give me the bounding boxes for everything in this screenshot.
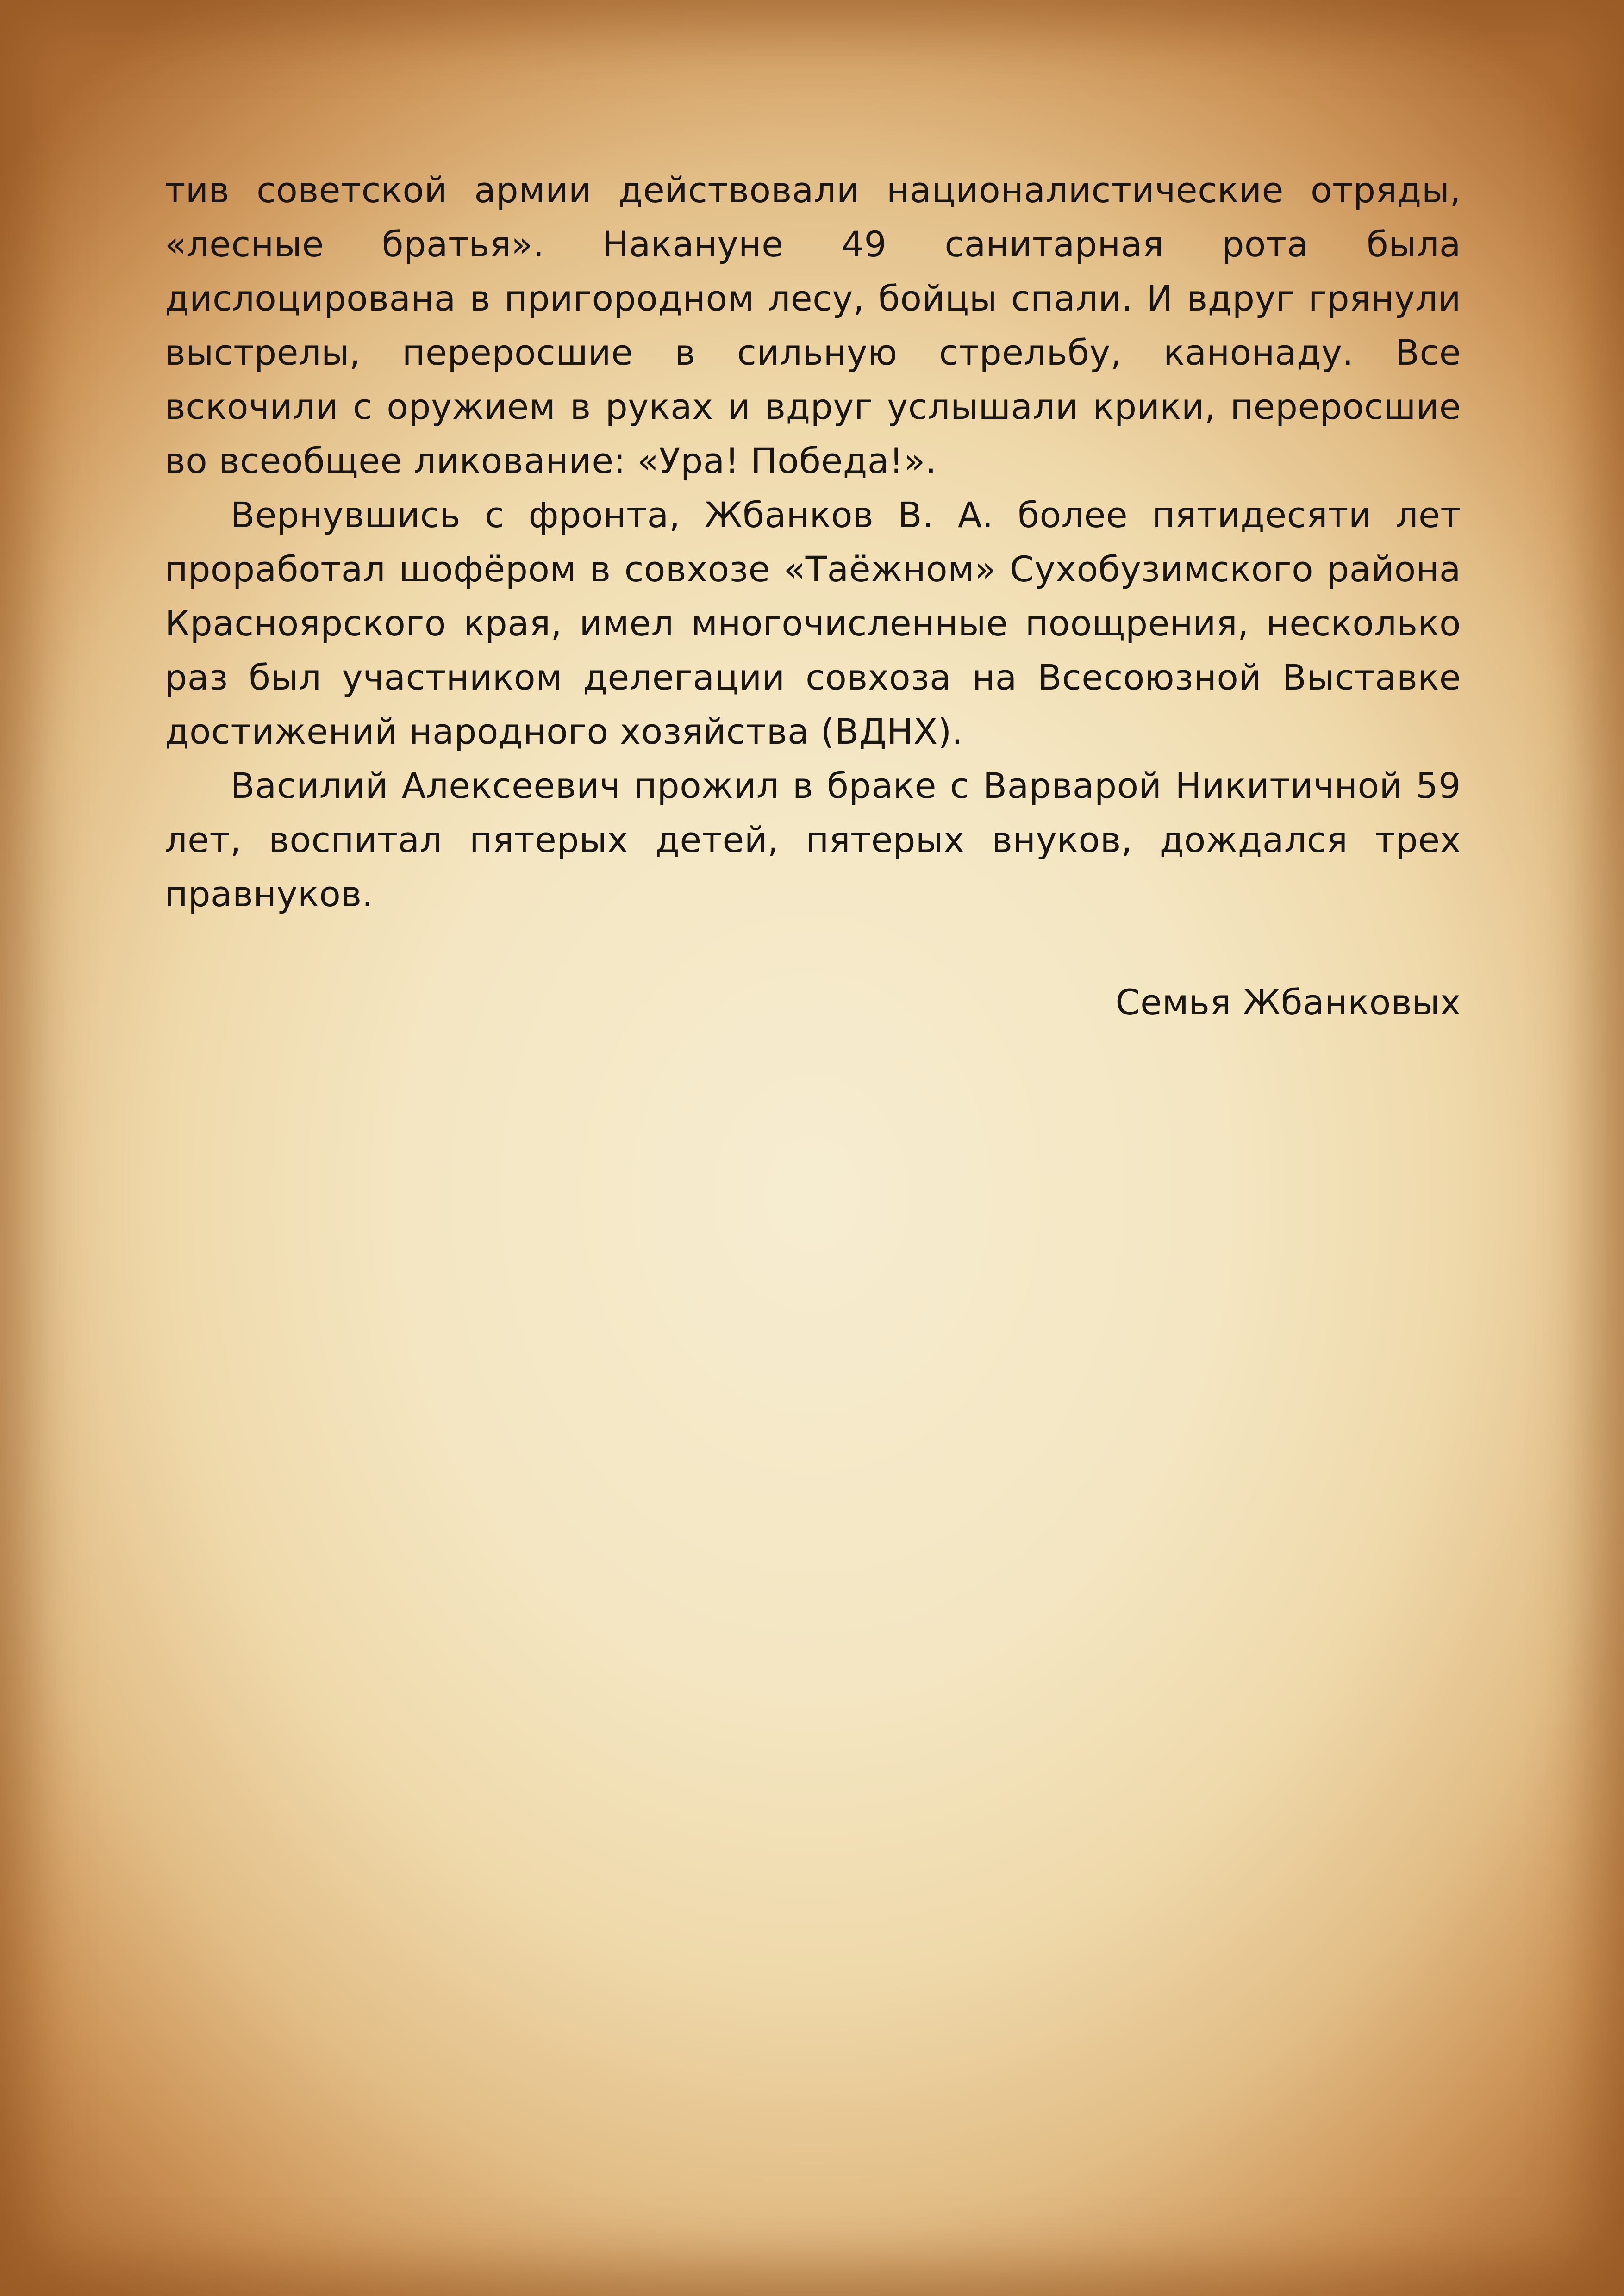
document-body <box>165 163 1461 1029</box>
signature: Семья Жбанковых <box>1115 982 1461 1023</box>
paragraph-family: Василий Алексеевич прожил в браке с Варварой Никитичной 59 лет, воспитал пятерых детей, пятерых внуков, дождался трех правнуков. <box>165 765 1461 915</box>
paragraph-war-story: тив советской армии действовали националистические отряды, «лесные братья». Накануне 49 санитарная рота была дислоцирована в пригородном лесу, бойцы спали. И вдруг грянули выстрелы, переросшие в сильную стрельбу, канонаду. Все вскочили с оружием в руках и вдруг услышали крики, переросшие во всеобщее ликование: «Ура! Победа!». <box>165 169 1461 481</box>
paragraph-work-history: Вернувшись с фронта, Жбанков В. А. более пятидесяти лет проработал шофёром в совхозе «Таёжном» Сухобузимского района Красноярского края, имел многочисленные поощрения, несколько раз был участником делегации совхоза на Всесоюзной Выставке достижений народного хозяйства (ВДНХ). <box>165 494 1461 752</box>
